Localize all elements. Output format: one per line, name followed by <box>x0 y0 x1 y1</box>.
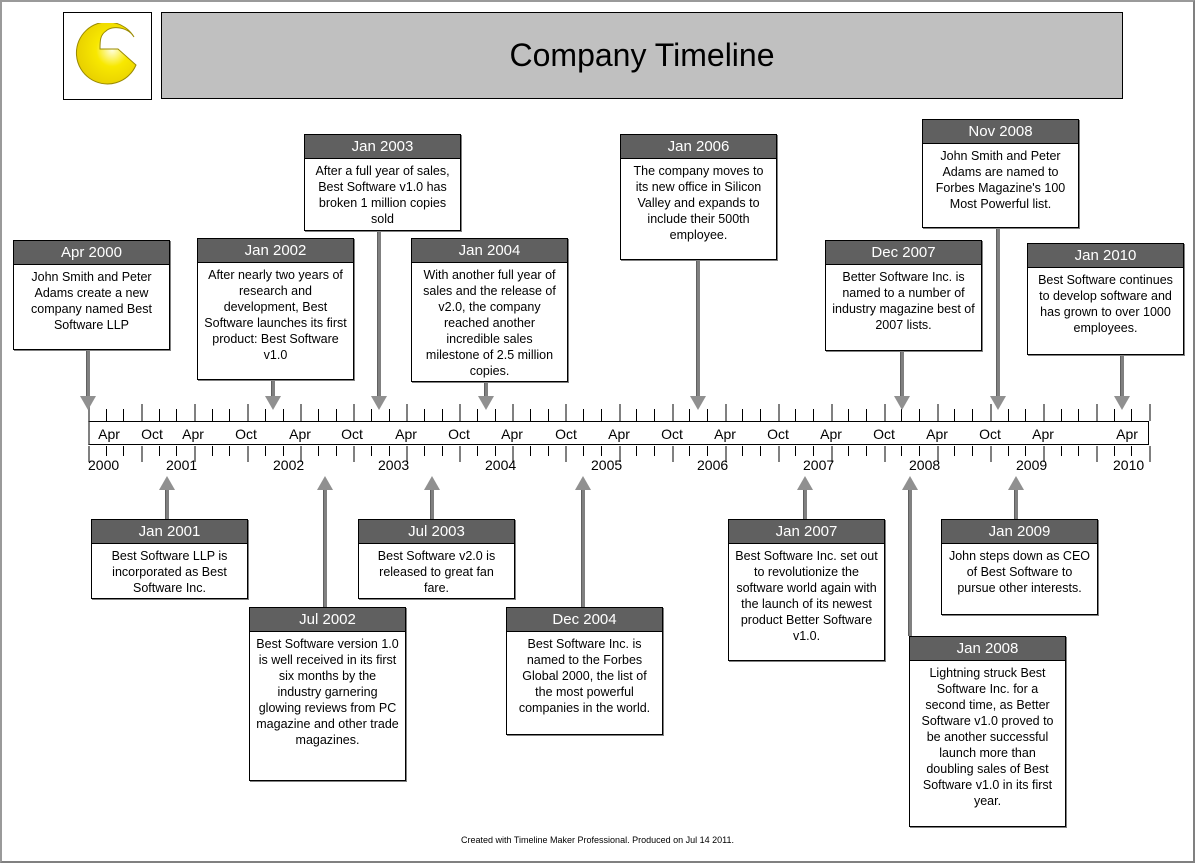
axis-tick <box>247 446 249 462</box>
arrow-up-icon <box>902 476 918 490</box>
event-stem <box>803 490 807 519</box>
axis-month-label: Apr <box>501 426 523 442</box>
event-date: Apr 2000 <box>14 241 169 265</box>
axis-tick <box>1078 446 1079 456</box>
arrow-down-icon <box>80 396 96 410</box>
axis-tick <box>353 446 355 462</box>
axis-tick <box>176 446 177 456</box>
axis-year-label: 2001 <box>166 457 198 473</box>
axis-month-label: Oct <box>555 426 577 442</box>
axis-tick <box>353 404 355 421</box>
axis-month-label: Apr <box>714 426 736 442</box>
event-text: The company moves to its new office in Silicon Valley and expands to include their 500th employee. <box>633 164 764 242</box>
event-card[interactable] <box>197 238 354 380</box>
axis-year-label: 2000 <box>88 457 120 473</box>
event-text: Best Software v2.0 is released to great fan fare. <box>377 549 496 595</box>
event-date: Jan 2001 <box>92 520 247 544</box>
arrow-down-icon <box>990 396 1006 410</box>
event-card[interactable] <box>506 607 663 735</box>
axis-tick <box>159 409 160 421</box>
event-stem <box>430 490 434 519</box>
axis-tick <box>1131 409 1132 421</box>
event-date: Jul 2002 <box>250 608 405 632</box>
arrow-down-icon <box>690 396 706 410</box>
axis-tick <box>901 409 902 421</box>
axis-tick <box>707 446 708 456</box>
axis-tick <box>194 404 196 421</box>
axis-tick <box>778 404 780 421</box>
axis-tick <box>654 446 655 456</box>
axis-month-label: Apr <box>395 426 417 442</box>
arrow-down-icon <box>265 396 281 410</box>
axis-tick <box>972 409 973 421</box>
axis-month-label: Oct <box>341 426 363 442</box>
axis-tick <box>123 446 124 456</box>
axis-tick <box>707 409 708 421</box>
event-date: Jul 2003 <box>359 520 514 544</box>
axis-tick <box>212 409 213 421</box>
axis-tick <box>1114 446 1115 456</box>
event-text: Best Software Inc. is named to the Forbes Global 2000, the list of the most powerful companies in the world. <box>518 637 651 715</box>
axis-tick <box>283 446 284 456</box>
axis-tick <box>229 446 230 456</box>
axis-tick <box>565 446 567 462</box>
event-stem <box>1014 490 1018 519</box>
axis-tick <box>141 446 143 462</box>
axis-tick <box>123 409 124 421</box>
event-text: After a full year of sales, Best Software v1.0 has broken 1 million copies sold <box>315 164 450 226</box>
event-stem <box>323 490 327 607</box>
event-card[interactable] <box>13 240 170 350</box>
axis-tick <box>601 409 602 421</box>
event-text: John Smith and Peter Adams are named to Forbes Magazine's 100 Most Powerful list. <box>935 149 1066 211</box>
axis-tick <box>937 404 939 421</box>
axis-tick <box>742 446 743 456</box>
event-stem <box>484 381 488 396</box>
axis-month-label: Apr <box>98 426 120 442</box>
axis-tick <box>318 409 319 421</box>
event-stem <box>900 350 904 396</box>
axis-tick <box>530 409 531 421</box>
axis-tick <box>371 409 372 421</box>
axis-tick <box>672 446 674 462</box>
event-text: Best Software continues to develop software and has grown to over 1000 employees. <box>1038 273 1173 335</box>
event-date: Jan 2009 <box>942 520 1097 544</box>
axis-tick <box>389 446 390 456</box>
axis-tick <box>141 404 143 421</box>
axis-year-label: 2006 <box>697 457 729 473</box>
axis-tick <box>371 446 372 456</box>
axis-tick <box>884 404 886 421</box>
event-text: John Smith and Peter Adams create a new company named Best Software LLP <box>31 270 152 332</box>
axis-tick <box>1096 404 1098 421</box>
axis-tick <box>954 446 955 456</box>
axis-tick <box>636 446 637 456</box>
axis-tick <box>336 446 337 456</box>
axis-month-label: Oct <box>141 426 163 442</box>
event-stem <box>86 349 90 396</box>
axis-tick <box>725 404 727 421</box>
axis-tick <box>424 446 425 456</box>
axis-tick <box>636 409 637 421</box>
axis-tick <box>442 446 443 456</box>
axis-tick <box>424 409 425 421</box>
axis-tick <box>459 404 461 421</box>
axis-tick <box>477 446 478 456</box>
event-text: John steps down as CEO of Best Software to pursue other interests. <box>948 549 1091 595</box>
event-date: Dec 2007 <box>826 241 981 265</box>
event-stem <box>271 379 275 396</box>
axis-tick <box>159 446 160 456</box>
axis-month-label: Apr <box>820 426 842 442</box>
axis-tick <box>548 446 549 456</box>
axis-tick <box>406 404 408 421</box>
axis-tick <box>565 404 567 421</box>
arrow-up-icon <box>797 476 813 490</box>
event-card[interactable] <box>249 607 406 781</box>
axis-tick <box>106 446 107 456</box>
axis-month-label: Oct <box>979 426 1001 442</box>
axis-tick <box>1008 446 1009 456</box>
event-stem <box>908 490 912 636</box>
event-text: Best Software Inc. set out to revolutionize the software world again with the launch of its newest product Better Software v1.0. <box>735 549 878 643</box>
axis-tick <box>212 446 213 456</box>
axis-tick <box>495 409 496 421</box>
axis-tick <box>583 446 584 456</box>
axis-tick <box>1078 409 1079 421</box>
axis-tick <box>106 409 107 421</box>
event-text: After nearly two years of research and development, Best Software launches its first product: Best Software v1.0 <box>204 268 347 362</box>
axis-tick <box>1114 409 1115 421</box>
axis-tick <box>477 409 478 421</box>
event-text: Best Software LLP is incorporated as Best Software Inc. <box>111 549 228 595</box>
event-date: Jan 2004 <box>412 239 567 263</box>
axis-month-label: Oct <box>873 426 895 442</box>
axis-tick <box>813 446 814 456</box>
axis-tick <box>795 409 796 421</box>
event-date: Jan 2003 <box>305 135 460 159</box>
axis-tick <box>1025 409 1026 421</box>
event-card[interactable] <box>922 119 1079 228</box>
axis-tick <box>442 409 443 421</box>
event-date: Jan 2008 <box>910 637 1065 661</box>
axis-tick <box>972 446 973 456</box>
event-text: Better Software Inc. is named to a number of industry magazine best of 2007 lists. <box>832 270 975 332</box>
yellow-c-logo-icon <box>72 23 144 91</box>
axis-month-label: Apr <box>182 426 204 442</box>
axis-tick <box>919 446 920 456</box>
arrow-up-icon <box>1008 476 1024 490</box>
arrow-up-icon <box>317 476 333 490</box>
axis-tick <box>1149 404 1151 421</box>
axis-tick <box>229 409 230 421</box>
axis-tick <box>760 409 761 421</box>
axis-tick <box>689 409 690 421</box>
event-card[interactable] <box>91 519 248 599</box>
event-card[interactable] <box>909 636 1066 827</box>
axis-year-label: 2010 <box>1113 457 1145 473</box>
axis-year-label: 2002 <box>273 457 305 473</box>
axis-tick <box>283 409 284 421</box>
axis-tick <box>1043 404 1045 421</box>
page-title: Company Timeline <box>509 37 775 73</box>
axis-month-label: Apr <box>608 426 630 442</box>
event-stem <box>1120 354 1124 396</box>
title-bar <box>161 12 1123 99</box>
axis-tick <box>1149 446 1151 462</box>
axis-tick <box>919 409 920 421</box>
event-stem <box>165 490 169 519</box>
event-date: Jan 2010 <box>1028 244 1183 268</box>
axis-month-label: Apr <box>1032 426 1054 442</box>
event-card[interactable] <box>728 519 885 661</box>
event-card[interactable] <box>620 134 777 260</box>
axis-tick <box>265 409 266 421</box>
axis-tick <box>601 446 602 456</box>
arrow-up-icon <box>424 476 440 490</box>
event-stem <box>996 227 1000 396</box>
event-card[interactable] <box>825 240 982 351</box>
axis-tick <box>1025 446 1026 456</box>
axis-tick <box>795 446 796 456</box>
arrow-down-icon <box>478 396 494 410</box>
axis-month-label: Oct <box>448 426 470 442</box>
arrow-down-icon <box>894 396 910 410</box>
axis-year-label: 2007 <box>803 457 835 473</box>
axis-tick <box>848 409 849 421</box>
event-date: Dec 2004 <box>507 608 662 632</box>
event-card[interactable] <box>1027 243 1184 355</box>
axis-month-label: Apr <box>289 426 311 442</box>
arrow-up-icon <box>159 476 175 490</box>
axis-tick <box>336 409 337 421</box>
axis-month-label: Apr <box>926 426 948 442</box>
axis-tick <box>689 446 690 456</box>
axis-tick <box>742 409 743 421</box>
axis-tick <box>389 409 390 421</box>
axis-tick <box>495 446 496 456</box>
axis-tick <box>459 446 461 462</box>
axis-tick <box>654 409 655 421</box>
axis-tick <box>1131 446 1132 456</box>
axis-tick <box>848 446 849 456</box>
axis-month-label: Oct <box>235 426 257 442</box>
axis-tick <box>866 446 867 456</box>
axis-tick <box>583 409 584 421</box>
axis-tick <box>831 404 833 421</box>
axis-tick <box>247 404 249 421</box>
event-date: Nov 2008 <box>923 120 1078 144</box>
axis-tick <box>265 446 266 456</box>
axis-tick <box>778 446 780 462</box>
axis-year-label: 2005 <box>591 457 623 473</box>
event-date: Jan 2006 <box>621 135 776 159</box>
axis-tick <box>884 446 886 462</box>
axis-tick <box>901 446 902 456</box>
axis-month-label: Oct <box>661 426 683 442</box>
arrow-down-icon <box>1114 396 1130 410</box>
logo <box>63 12 152 100</box>
axis-month-label: Oct <box>767 426 789 442</box>
event-stem <box>696 259 700 396</box>
event-card[interactable] <box>941 519 1098 615</box>
event-stem <box>581 490 585 607</box>
event-card[interactable] <box>358 519 515 599</box>
axis-tick <box>1061 409 1062 421</box>
axis-tick <box>866 409 867 421</box>
axis-tick <box>176 409 177 421</box>
event-card[interactable] <box>304 134 461 231</box>
arrow-up-icon <box>575 476 591 490</box>
axis-tick <box>300 404 302 421</box>
event-text: Best Software version 1.0 is well received in its first six months by the industry garnering glowing reviews from PC magazine and other trade magazines. <box>256 637 399 747</box>
event-text: Lightning struck Best Software Inc. for a second time, as Better Software v1.0 proved to be another successful launch more than doubling sales of Best Software v1.0 in its first year. <box>921 666 1054 808</box>
axis-tick <box>990 446 992 462</box>
event-card[interactable] <box>411 238 568 382</box>
axis-tick <box>548 409 549 421</box>
axis-tick <box>512 404 514 421</box>
event-text: With another full year of sales and the release of v2.0, the company reached another incredible sales milestone of 2.5 million copies. <box>423 268 556 378</box>
axis-tick <box>1096 446 1098 462</box>
event-date: Jan 2007 <box>729 520 884 544</box>
axis-year-label: 2008 <box>909 457 941 473</box>
arrow-down-icon <box>371 396 387 410</box>
axis-tick <box>318 446 319 456</box>
event-stem <box>377 230 381 396</box>
axis-tick <box>530 446 531 456</box>
event-date: Jan 2002 <box>198 239 353 263</box>
axis-tick <box>760 446 761 456</box>
axis-year-label: 2009 <box>1016 457 1048 473</box>
axis-tick <box>672 404 674 421</box>
footer-credit: Created with Timeline Maker Professional. Produced on Jul 14 2011. <box>461 835 734 845</box>
axis-month-label: Apr <box>1116 426 1138 442</box>
axis-year-label: 2004 <box>485 457 517 473</box>
axis-tick <box>954 409 955 421</box>
axis-year-label: 2003 <box>378 457 410 473</box>
axis-tick <box>1061 446 1062 456</box>
axis-tick <box>1008 409 1009 421</box>
axis-tick <box>813 409 814 421</box>
axis-tick <box>619 404 621 421</box>
